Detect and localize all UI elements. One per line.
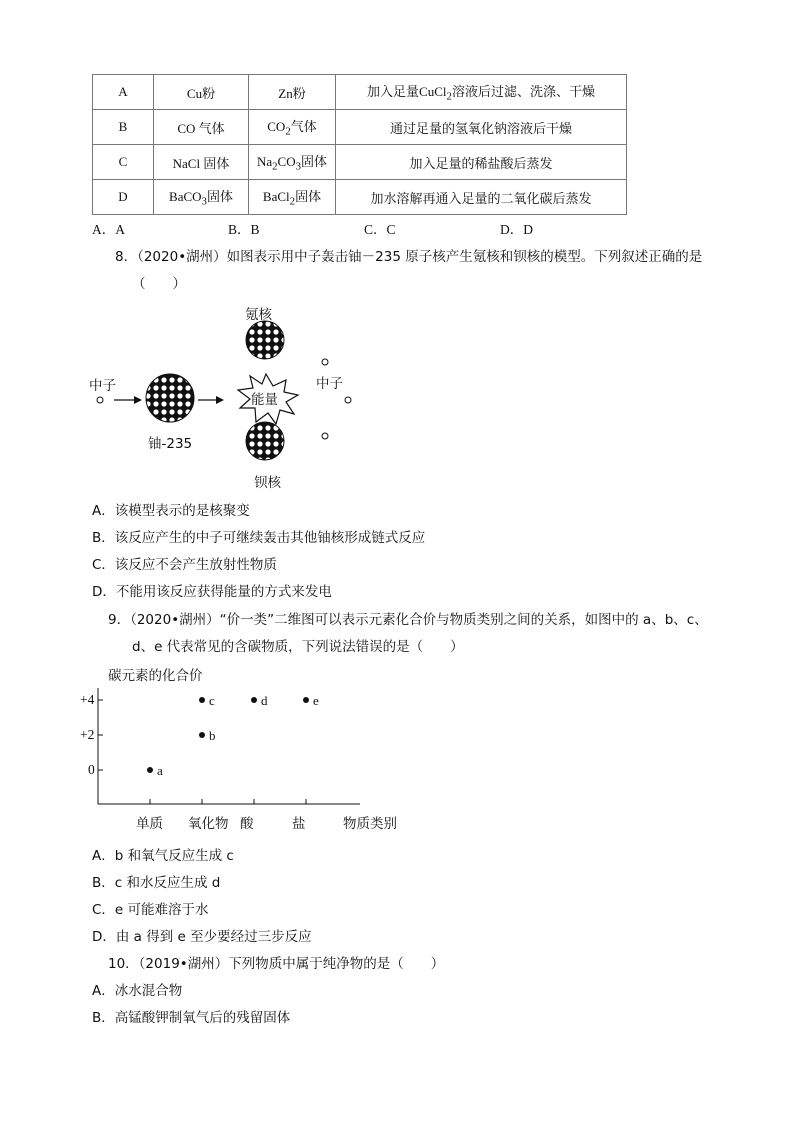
- data-point-label: c: [209, 693, 215, 708]
- y-axis-label: 碳元素的化合价: [108, 668, 203, 684]
- krypton-nucleus: [246, 321, 284, 359]
- substance-cell: CO 气体: [154, 110, 249, 145]
- uranium-nucleus: [146, 374, 194, 422]
- x-axis-label: 物质类别: [343, 816, 397, 832]
- table-row: [93, 180, 627, 215]
- impurity-cell: BaCl$_2$固体: [249, 180, 336, 215]
- arrow-icon: [114, 396, 142, 404]
- data-point-c: [199, 697, 205, 703]
- table-row: [93, 110, 627, 145]
- neutron-in-label: 中子: [89, 378, 116, 394]
- table-row: [93, 145, 627, 180]
- q9-option-a[interactable]: A．b 和氧气反应生成 c: [92, 848, 234, 864]
- data-point-label: e: [313, 693, 319, 708]
- y-tick-label: 0: [88, 762, 95, 777]
- q8-option-c[interactable]: C．该反应不会产生放射性物质: [92, 557, 277, 573]
- q8-option-a[interactable]: A．该模型表示的是核聚变: [92, 503, 250, 519]
- substance-cell: BaCO$_3$固体: [154, 180, 249, 215]
- y-tick-label: +4: [80, 692, 95, 707]
- table-row: [93, 75, 627, 110]
- q7-choice-b[interactable]: B．B: [228, 222, 260, 237]
- krypton-label: 氪核: [245, 307, 272, 323]
- substance-cell: Cu粉: [154, 75, 249, 110]
- data-point-label: d: [261, 693, 268, 708]
- q7-choice-c[interactable]: C．C: [364, 222, 396, 237]
- category-label: 单质: [136, 816, 163, 832]
- incoming-neutron: [97, 397, 103, 403]
- q9-option-b[interactable]: B．c 和水反应生成 d: [92, 875, 221, 891]
- energy-label: 能量: [251, 392, 278, 408]
- impurity-cell: $Na_2CO_3$固体: [249, 145, 336, 180]
- barium-label: 钡核: [254, 475, 281, 491]
- impurity-cell: Zn粉: [249, 75, 336, 110]
- category-label: 氧化物: [188, 816, 229, 832]
- category-label: 酸: [240, 816, 254, 832]
- category-label: 盐: [292, 816, 306, 832]
- q10-stem: 10．（2019•湖州）下列物质中属于纯净物的是（ ）: [108, 956, 445, 972]
- outgoing-neutron: [322, 359, 328, 365]
- q7-choice-a[interactable]: A．A: [92, 222, 125, 237]
- y-tick-label: +2: [80, 727, 95, 742]
- data-point-e: [303, 697, 309, 703]
- data-point-d: [251, 697, 257, 703]
- q9-option-d[interactable]: D．由 a 得到 e 至少要经过三步反应: [92, 929, 312, 945]
- substance-cell: NaCl 固体: [154, 145, 249, 180]
- data-point-a: [147, 767, 153, 773]
- data-point-label: b: [209, 728, 216, 743]
- q9-stem-line2: d、e 代表常见的含碳物质，下列说法错误的是（ ）: [132, 639, 464, 655]
- outgoing-neutron: [322, 433, 328, 439]
- arrow-icon: [198, 396, 224, 404]
- q10-option-a[interactable]: A．冰水混合物: [92, 983, 183, 999]
- outgoing-neutron: [345, 397, 351, 403]
- options-table: [92, 74, 627, 215]
- q10-option-b[interactable]: B．高锰酸钾制氧气后的残留固体: [92, 1010, 291, 1026]
- impurity-cell: $CO_2$气体: [249, 110, 336, 145]
- q8-option-b[interactable]: B．该反应产生的中子可继续轰击其他铀核形成链式反应: [92, 530, 426, 546]
- row-letter: C: [93, 145, 154, 180]
- q8-stem: 8．（2020•湖州）如图表示用中子轰击铀－235 原子核产生氪核和钡核的模型。下列叙述正确的是: [115, 249, 703, 265]
- q9-option-c[interactable]: C．e 可能难溶于水: [92, 902, 209, 918]
- data-point-label: a: [157, 763, 163, 778]
- q9-stem-line1: 9．（2020•湖州）“价一类”二维图可以表示元素化合价与物质类别之间的关系，如图中的 a、b、c、: [108, 612, 708, 628]
- data-point-b: [199, 732, 205, 738]
- uranium-label: 铀-235: [148, 436, 193, 452]
- row-letter: B: [93, 110, 154, 145]
- row-letter: A: [93, 75, 154, 110]
- barium-nucleus: [246, 422, 284, 460]
- row-letter: D: [93, 180, 154, 215]
- fission-svg: [80, 296, 380, 492]
- q8-paren: （ ）: [132, 276, 186, 292]
- method-cell: 加入足量CuCl$_2$溶液后过滤、洗涤、干燥: [336, 75, 627, 110]
- method-cell: 加入足量的稀盐酸后蒸发: [336, 145, 627, 180]
- neutron-out-label: 中子: [316, 376, 343, 392]
- q7-choice-d[interactable]: D．D: [500, 222, 533, 237]
- method-cell: 加水溶解再通入足量的二氧化碳后蒸发: [336, 180, 627, 215]
- q8-option-d[interactable]: D．不能用该反应获得能量的方式来发电: [92, 584, 332, 600]
- method-cell: 通过足量的氢氧化钠溶液后干燥: [336, 110, 627, 145]
